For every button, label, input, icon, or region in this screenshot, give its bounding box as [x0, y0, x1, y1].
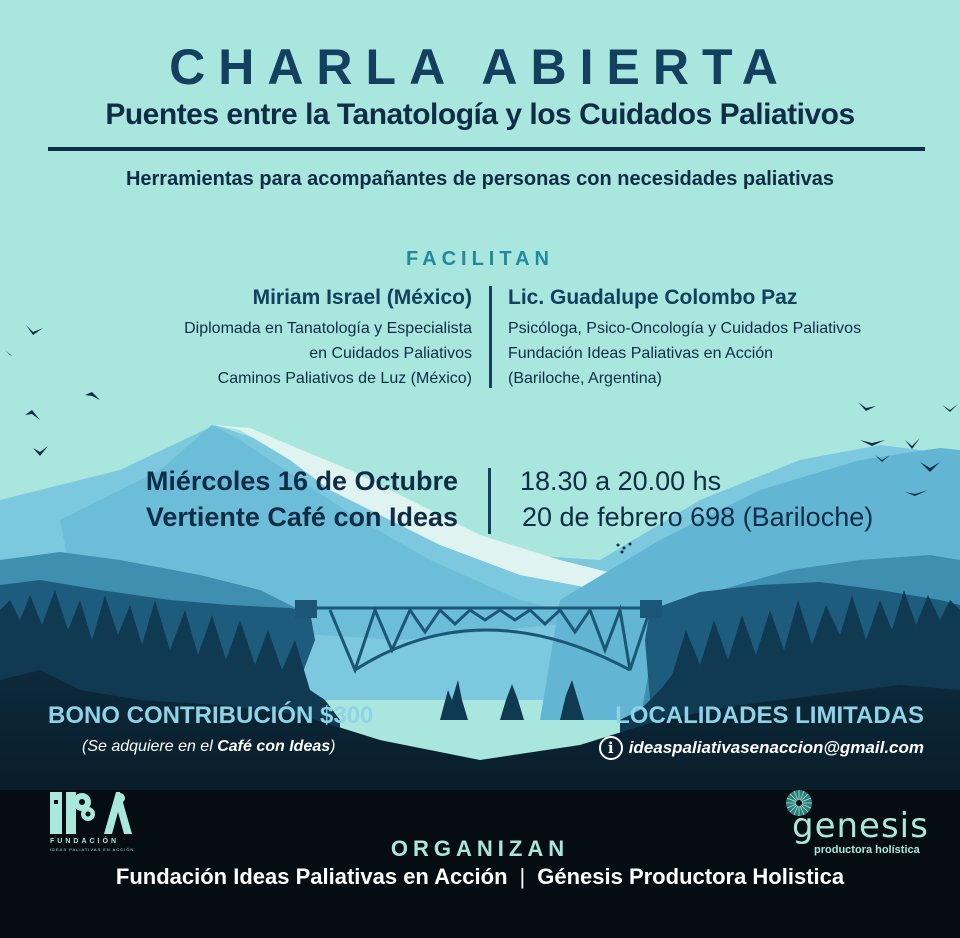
contact-email-row [599, 736, 924, 760]
facilitator-left-line: en Cuidados Paliativos [309, 345, 472, 362]
genesis-wordmark: genesis [792, 806, 929, 846]
purchase-note-suffix: ) [330, 738, 336, 755]
ipa-logo-sublabel: IDEAS PALIATIVAS EN ACCIÓN [50, 847, 135, 852]
purchase-note-prefix: (Se adquiere en el [82, 738, 218, 755]
organizers-heading: ORGANIZAN [390, 836, 570, 861]
genesis-tagline: productora holística [814, 844, 920, 856]
facilitators-heading: FACILITAN [406, 248, 554, 270]
event-venue: Vertiente Café con Ideas [145, 502, 458, 532]
facilitators-divider [489, 286, 492, 388]
contact-email-link[interactable]: ideaspaliativasenaccion@gmail.com [628, 738, 924, 757]
ipa-logo-label: FUNDACIÓN [50, 838, 119, 845]
facilitator-right-line: (Bariloche, Argentina) [508, 370, 662, 387]
facilitator-right-line: Psicóloga, Psico-Oncología y Cuidados Paliativos [508, 320, 862, 337]
facilitator-left-line: Caminos Paliativos de Luz (México) [217, 370, 472, 387]
organizers-separator: | [519, 864, 526, 889]
event-details-divider [488, 468, 491, 534]
event-address: 20 de febrero 698 (Bariloche) [522, 502, 874, 532]
purchase-note-place: Café con Ideas [217, 738, 331, 755]
facilitator-right-line: Fundación Ideas Paliativas en Acción [508, 345, 774, 362]
organizers-names [0, 864, 960, 890]
event-subtitle: Puentes entre la Tanatología y los Cuidados Paliativos [105, 98, 855, 131]
ipa-mark-icon [48, 790, 138, 836]
organizer-name: Génesis Productora Holistica [537, 864, 845, 889]
facilitator-name-left: Miriam Israel (México) [252, 286, 472, 309]
info-icon: i [599, 736, 623, 760]
organizer-name: Fundación Ideas Paliativas en Acción [115, 864, 508, 889]
ticket-purchase-note [82, 738, 335, 756]
limited-seats-notice: LOCALIDADES LIMITADAS [615, 702, 924, 729]
event-time: 18.30 a 20.00 hs [520, 466, 722, 496]
header-divider [48, 147, 925, 151]
event-tagline: Herramientas para acompañantes de personas con necesidades paliativas [125, 168, 835, 190]
event-title: CHARLA ABIERTA [169, 39, 791, 95]
facilitator-left-line: Diplomada en Tanatología y Especialista [184, 320, 472, 337]
ticket-price: BONO CONTRIBUCIÓN $300 [48, 702, 374, 729]
facilitator-name-right: Lic. Guadalupe Colombo Paz [508, 286, 798, 309]
event-date: Miércoles 16 de Octubre [145, 466, 458, 496]
